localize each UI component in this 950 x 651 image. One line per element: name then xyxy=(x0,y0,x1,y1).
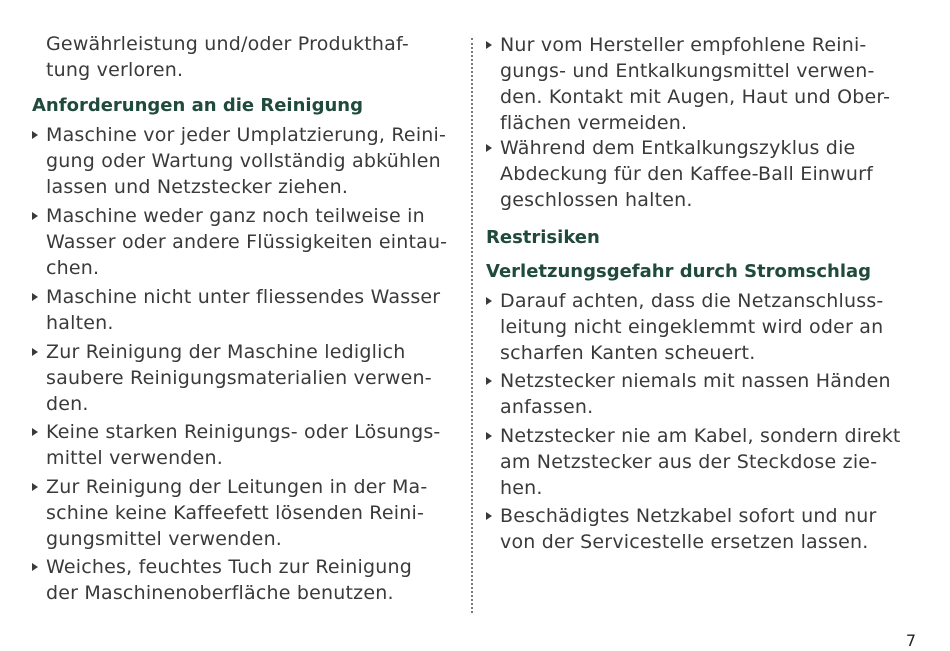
bullet-marker xyxy=(486,512,492,520)
list-item-line: lassen und Netzstecker ziehen. xyxy=(46,176,349,198)
list-item-line: am Netzstecker aus der Steckdose zie- xyxy=(500,451,878,473)
section-heading-residual-risks: Restrisiken xyxy=(486,227,600,248)
list-item-line: Weiches, feuchtes Tuch zur Reinigung xyxy=(46,556,412,578)
column-divider xyxy=(471,38,473,613)
list-item-line: gungsmittel verwenden. xyxy=(46,528,283,550)
list-item-line: Zur Reinigung der Leitungen in der Ma- xyxy=(46,476,428,498)
list-item-line: schine keine Kaffeefett lösenden Reini- xyxy=(46,502,425,524)
list-item-line: Wasser oder andere Flüssigkeiten eintau- xyxy=(46,231,448,253)
list-item-line: scharfen Kanten scheuert. xyxy=(500,342,756,364)
bullet-marker xyxy=(32,131,38,139)
page-number: 7 xyxy=(905,631,916,650)
list-item-line: Nur vom Hersteller empfohlene Reini- xyxy=(500,34,867,56)
list-item-line: Maschine weder ganz noch teilweise in xyxy=(46,205,425,227)
list-item-line: gungs- und Entkalkungsmittel verwen- xyxy=(500,60,875,82)
bullet-marker xyxy=(32,348,38,356)
list-item-line: halten. xyxy=(46,312,114,334)
list-item-line: gung oder Wartung vollständig abkühlen xyxy=(46,150,441,172)
list-item-line: Netzstecker nie am Kabel, sondern direkt xyxy=(500,425,901,447)
bullet-marker xyxy=(486,377,492,385)
bullet-marker xyxy=(486,144,492,152)
list-item-line: den. xyxy=(46,393,89,415)
list-item-line: von der Servicestelle ersetzen lassen. xyxy=(500,531,869,553)
list-item-line: der Maschinenoberfläche benutzen. xyxy=(46,582,394,604)
list-item-line: Maschine vor jeder Umplatzierung, Reini- xyxy=(46,124,447,146)
list-item-line: hen. xyxy=(500,477,543,499)
section-heading-cleaning: Anforderungen an die Reinigung xyxy=(32,95,363,116)
bullet-marker xyxy=(32,212,38,220)
list-item-line: flächen vermeiden. xyxy=(500,112,688,134)
bullet-marker xyxy=(32,428,38,436)
list-item-line: chen. xyxy=(46,257,100,279)
list-item-line: mittel verwenden. xyxy=(46,447,223,469)
list-item-line: Zur Reinigung der Maschine lediglich xyxy=(46,341,406,363)
subheading-electric-shock: Verletzungsgefahr durch Stromschlag xyxy=(486,261,872,282)
list-item-line: saubere Reinigungsmaterialien verwen- xyxy=(46,367,432,389)
list-item-line: Beschädigtes Netzkabel sofort und nur xyxy=(500,505,877,527)
list-item-line: leitung nicht eingeklemmt wird oder an xyxy=(500,316,884,338)
list-item-line: Abdeckung für den Kaffee-Ball Einwurf xyxy=(500,163,874,185)
list-item-line: Keine starken Reinigungs- oder Lösungs- xyxy=(46,421,441,443)
list-item-line: geschlossen halten. xyxy=(500,189,693,211)
bullet-marker xyxy=(486,297,492,305)
list-item-line: Maschine nicht unter fliessendes Wasser xyxy=(46,286,441,308)
bullet-marker xyxy=(32,563,38,571)
list-item-line: den. Kontakt mit Augen, Haut und Ober- xyxy=(500,86,891,108)
list-item-line: Darauf achten, dass die Netzanschluss- xyxy=(500,290,884,312)
bullet-marker xyxy=(32,483,38,491)
bullet-marker xyxy=(486,41,492,49)
intro-line: Gewährleistung und/oder Produkthaf- xyxy=(46,33,409,55)
intro-line: tung verloren. xyxy=(46,59,184,81)
bullet-marker xyxy=(32,293,38,301)
list-item-line: Netzstecker niemals mit nassen Händen xyxy=(500,370,891,392)
list-item-line: Während dem Entkalkungszyklus die xyxy=(500,137,856,159)
bullet-marker xyxy=(486,432,492,440)
list-item-line: anfassen. xyxy=(500,396,594,418)
